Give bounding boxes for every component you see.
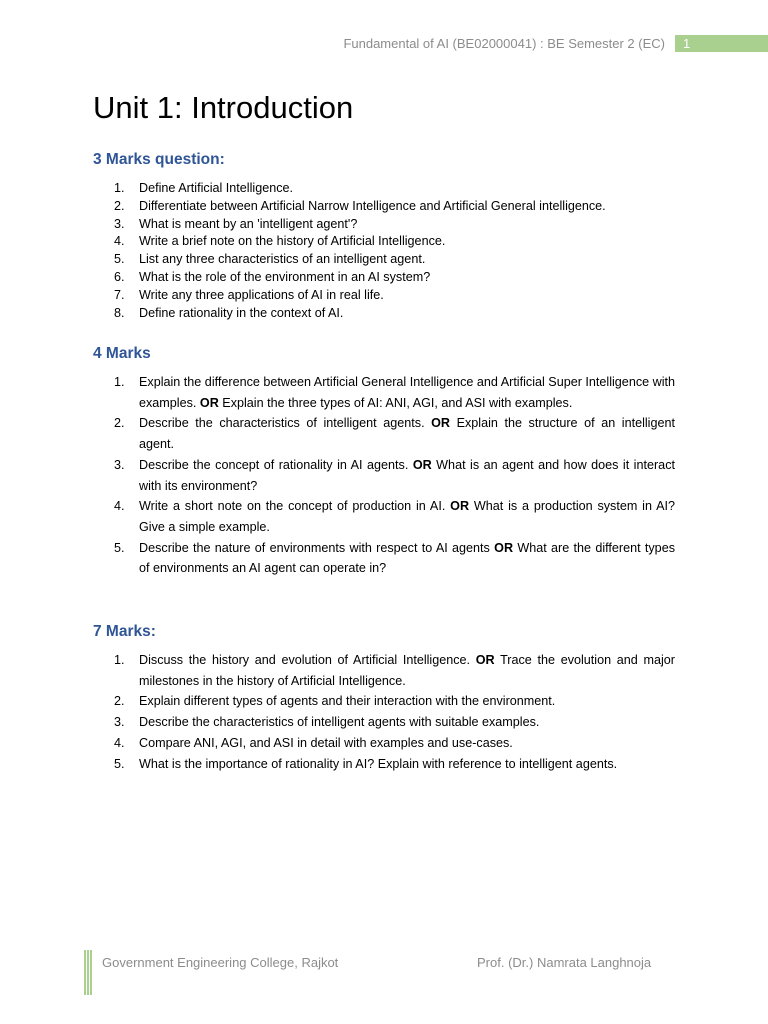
question-item: 3. Describe the concept of rationality in AI agents. OR What is an agent and how does it interact with its environment? [114,457,675,493]
question-item: 1. Define Artificial Intelligence. [114,181,294,195]
page-number-badge: 1 [675,35,768,52]
question-item: 4. Compare ANI, AGI, and ASI in detail with examples and use-cases. [114,735,513,750]
footer-accent-bar [84,950,92,995]
question-list-7-marks [114,650,675,774]
question-item: 5. List any three characteristics of an intelligent agent. [114,252,426,267]
question-item: 2. Describe the characteristics of intelligent agents. OR Explain the structure of an intelligent agent. [114,416,675,452]
question-list-3-marks [114,180,675,322]
question-item: 5. Describe the nature of environments with respect to AI agents OR What are the different types of environments an AI agent can operate in? [114,540,675,576]
question-item: 5. What is the importance of rationality in AI? Explain with reference to intelligent agents. [114,756,618,771]
question-list-4-marks [114,372,675,579]
footer-author: Prof. (Dr.) Namrata Langhnoja [477,955,652,970]
header-course-info: Fundamental of AI (BE02000041) : BE Semester 2 (EC) [343,36,665,51]
question-item: 3. Describe the characteristics of intelligent agents with suitable examples. [114,715,540,730]
page-title: Unit 1: Introduction [93,90,354,125]
question-item: 4. Write a short note on the concept of production in AI. OR What is a production system in AI? Give a simple example. [114,499,675,534]
section-heading-7-marks: 7 Marks: [93,623,156,640]
question-item: 1. Discuss the history and evolution of Artificial Intelligence. OR Trace the evolution and major milestones in the history of Artificial Intelligence. [114,653,675,688]
section-heading-4-marks: 4 Marks [93,345,151,362]
question-item: 1. Explain the difference between Artificial General Intelligence and Artificial Super Intelligence with examples. OR Explain the three types of AI: ANI, AGI, and ASI with examples. [114,375,676,410]
question-item: 8. Define rationality in the context of AI. [114,305,344,320]
question-item: 2. Explain different types of agents and their interaction with the environment. [114,694,556,709]
question-item: 3. What is meant by an 'intelligent agent'? [114,216,358,231]
question-item: 7. Write any three applications of AI in real life. [114,287,384,302]
question-item: 2. Differentiate between Artificial Narrow Intelligence and Artificial General intelligence. [114,198,606,213]
footer-institution: Government Engineering College, Rajkot [102,955,339,970]
section-heading-3-marks: 3 Marks question: [93,151,225,168]
question-item: 6. What is the role of the environment in an AI system? [114,269,431,284]
question-item: 4. Write a brief note on the history of Artificial Intelligence. [114,234,446,249]
